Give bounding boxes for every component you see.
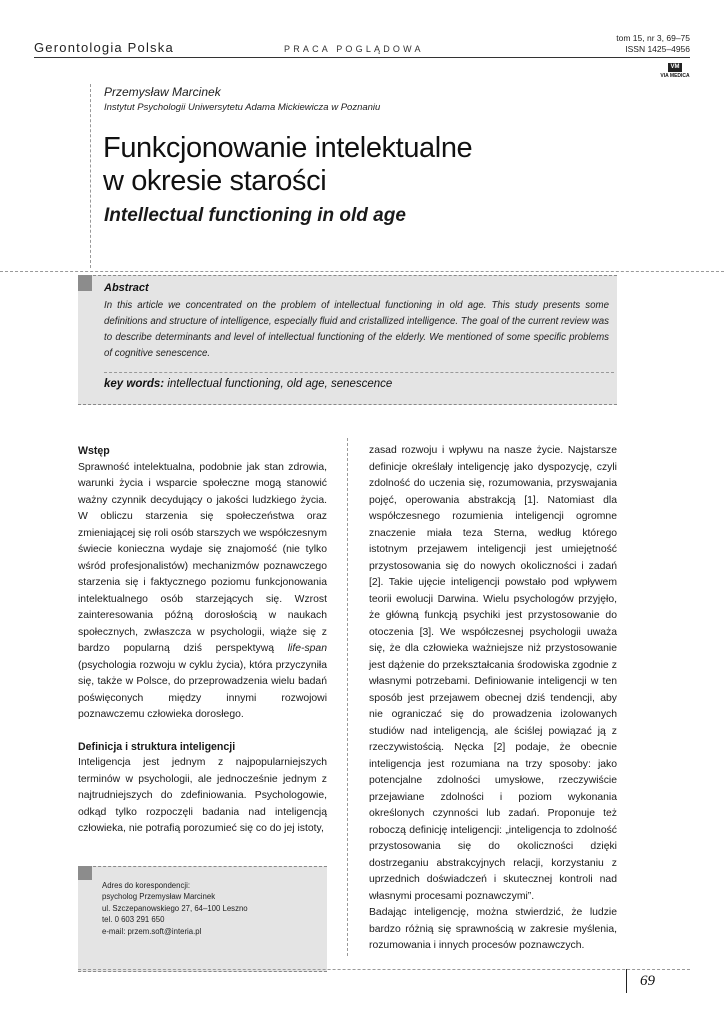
section-heading-intro: Wstęp bbox=[78, 445, 110, 457]
abstract-top-dashed-rule bbox=[0, 271, 724, 272]
abstract-heading: Abstract bbox=[104, 282, 149, 294]
correspondence-marker bbox=[78, 866, 92, 880]
title-line-1: Funkcjonowanie intelektualne bbox=[103, 132, 473, 164]
correspondence-phone: tel. 0 603 291 650 bbox=[102, 915, 165, 925]
article-title-english: Intellectual functioning in old age bbox=[104, 205, 406, 226]
body-column-left bbox=[78, 443, 327, 838]
intro-text-cont: (psychologia rozwoju w cyklu życia), która przyczyniła się, także w Polsce, do przeprowadzenia wielu badań poświęconych między innymi rozwojowi poznawczemu człowieka dorosłego. bbox=[78, 659, 327, 720]
abstract-text: In this article we concentrated on the problem of intellectual functioning in old age. This study presents some definitions and structure of intelligence, especially fluid and cristallized intelligence. The goal of the current review was to describe determinants and level of intellectual functioning of the elderly. We mentioned of some specific problems of cognitive senescence. bbox=[104, 300, 609, 359]
footer-bar bbox=[626, 969, 627, 993]
intro-paragraph bbox=[78, 460, 327, 724]
publisher-logo bbox=[660, 63, 690, 79]
keywords-label: key words: bbox=[104, 378, 165, 390]
vm-logo-icon: VM bbox=[668, 63, 682, 72]
keywords-rule bbox=[104, 372, 614, 373]
correspondence-email: e-mail: przem.soft@interia.pl bbox=[102, 926, 202, 936]
correspondence-label: Adres do korespondencji: bbox=[102, 881, 190, 890]
correspondence-street: ul. Szczepanowskiego 27, 64–100 Leszno bbox=[102, 903, 248, 913]
title-line-2: w okresie starości bbox=[103, 165, 327, 197]
intro-text: Sprawność intelektualna, podobnie jak stan zdrowia, warunki życia i wsparcie społeczne mogą stanowić ważny czynnik decydujący o jakości ludzkiego życia. W obliczu starzenia się społeczeństwa oraz zmieniającej się roli osób starszych we współczesnym świecie konieczna wydaje się znajomość (nie tylko wśród profesjonalistów) mechanizmów poznawczego starzenia się i faktycznego poziomu funkcjonowania intelektualnego osób starzejących się. Wzrost zainteresowania późną dorosłością w naukach społecznych, zwłaszcza w psychologii, wiąże się z bardzo popularną dziś perspektywą bbox=[78, 461, 327, 654]
right-paragraph-2: Badając inteligencję, można stwierdzić, że ludzie bardzo różnią się sprawnością w zakresie myślenia, rozumowania i innych procesów poznawczych. bbox=[369, 907, 617, 951]
author-name: Przemysław Marcinek bbox=[104, 85, 221, 99]
issn-label: ISSN 1425–4956 bbox=[625, 44, 690, 54]
issue-info bbox=[616, 33, 690, 55]
intro-italic-term: life-span bbox=[287, 643, 327, 654]
keywords-list: intellectual functioning, old age, senescence bbox=[167, 378, 393, 390]
column-divider bbox=[347, 438, 348, 956]
definition-paragraph: Inteligencja jest jednym z najpopularniejszych terminów w psychologii, ale jednocześnie jednym z najtrudniejszych do zdefiniowania. Psychologowie, odkąd tylko rozpoczęli badania nad inteligencją człowieka, nie potrafią porozumieć się co do jej istoty, bbox=[78, 757, 327, 834]
header-rule bbox=[34, 57, 690, 58]
article-title-polish bbox=[103, 132, 472, 198]
section-heading-definition: Definicja i struktura inteligencji bbox=[78, 740, 236, 753]
right-paragraph-1: zasad rozwoju i wpływu na nasze życie. Najstarsze definicje określały inteligencję jako dyspozycję, czyli zdolność do uczenia się, rozumowania, przyswajania pojęć, operowania abstrakcją [1]. Natomiast dla współczesnego rozumienia inteligencji ogromne znaczenie miała teza Sterna, według którego istotnym przejawem inteligencji jest umiejętność przystosowania się do nowych okoliczności i zadań [2]. Takie ujęcie inteligencji powstało pod wpływem teorii ewolucji Darwina. Wielu psychologów przyjęło, że główną funkcją psychiki jest przystosowanie do otoczenia [3]. We współczesnej psychologii uważa się, że dla człowieka ważniejsze niż przystosowanie jest dążenie do przekształcania środowiska zgodnie z własnymi potrzebami. Definiowanie inteligencji w ten sposób jest przejawem obecnej dziś tendencji, aby nie ograniczać się do prowadzenia izolowanych studiów nad inteligencją, ale ściślej powiązać ją z rzeczywistością. Nęcka [2] podaje, że obecnie inteligencja jest rozumiana na trzy sposoby: jako potencjalne zdolności umysłowe, rzeczywiście przejawiane zdolności i poziom wykonania określonych czynności lub zadań. Proponuje też roboczą definicję inteligencji: „inteligencja to zdolność przystosowania się do okoliczności dzięki dostrzeganiu abstrakcyjnych relacji, korzystaniu z uprzednich doświadczeń i skutecznej kontroli nad własnymi procesami poznawczymi”. bbox=[369, 445, 617, 902]
body-column-right bbox=[369, 443, 617, 955]
article-type: PRACA POGLĄDOWA bbox=[284, 44, 424, 54]
title-dashed-rule bbox=[90, 84, 91, 268]
keywords bbox=[104, 378, 392, 390]
volume-label: tom 15, nr 3, 69–75 bbox=[616, 33, 690, 43]
publisher-name: VIA MEDICA bbox=[660, 73, 690, 79]
correspondence-name: psycholog Przemysław Marcinek bbox=[102, 892, 216, 902]
correspondence-address bbox=[102, 880, 248, 937]
author-affiliation: Instytut Psychologii Uniwersytetu Adama Mickiewicza w Poznaniu bbox=[104, 102, 381, 113]
abstract-marker bbox=[78, 275, 92, 291]
journal-name: Gerontologia Polska bbox=[34, 40, 174, 55]
page-number: 69 bbox=[640, 973, 655, 989]
footer-rule bbox=[78, 969, 690, 970]
